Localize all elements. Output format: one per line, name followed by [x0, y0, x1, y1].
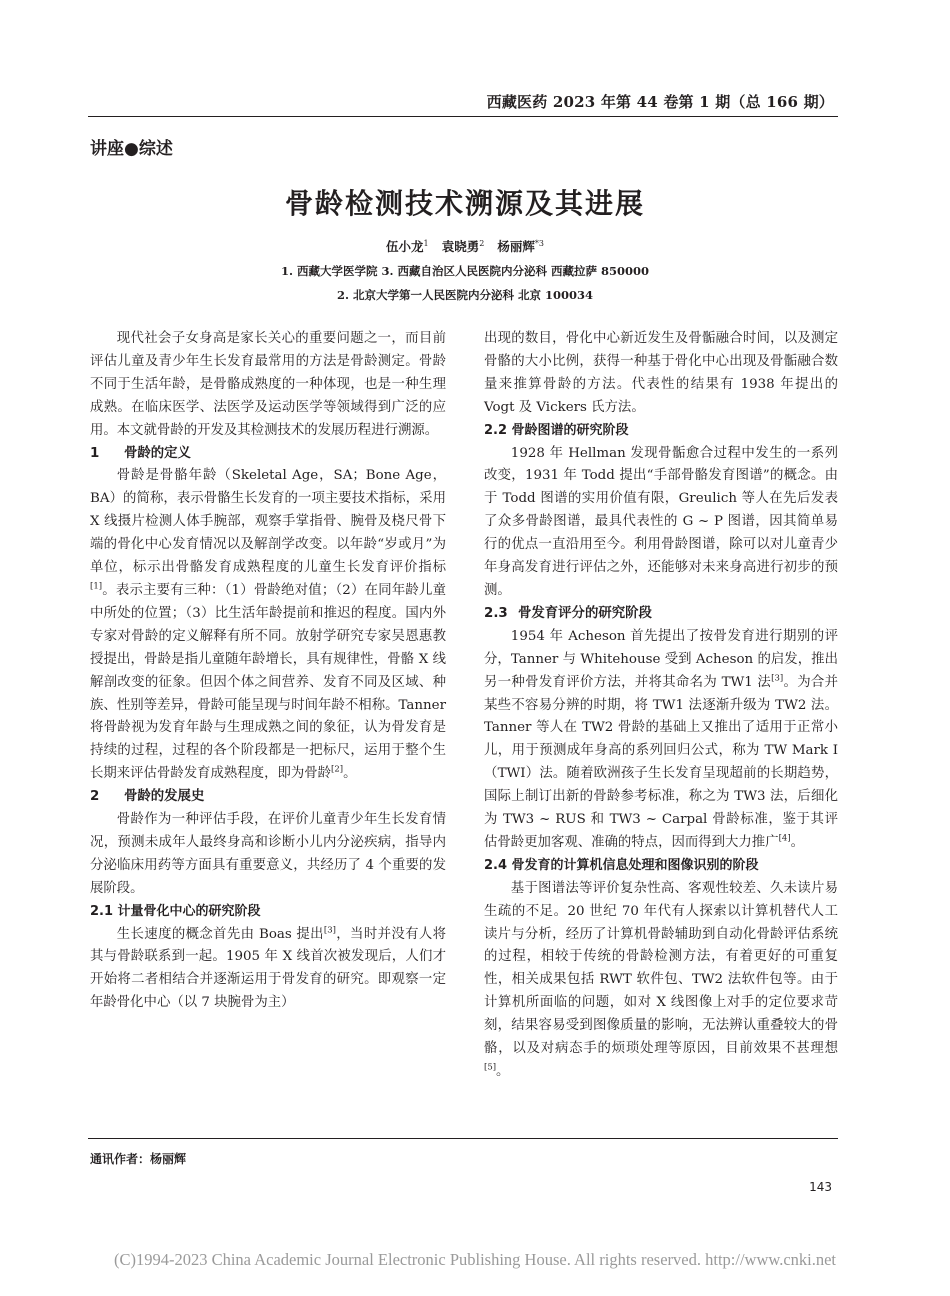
- citation: [1]: [90, 581, 103, 592]
- text-run: 。: [343, 766, 357, 782]
- section-heading-1: [90, 443, 446, 466]
- corresponding-name: 杨丽辉: [150, 1152, 187, 1166]
- right-column: [484, 328, 838, 1084]
- citation: [4]: [778, 833, 791, 844]
- subsection-heading-2-2: 2.2 骨龄图谱的研究阶段: [484, 422, 629, 438]
- text-run: 1954 年 Acheson 首先提出了按骨发育进行期别的评分，Tanner 与 Whitehouse 受到 Acheson 的启发，推出另一种骨发育评价方法，并将其命名为 TW1 法: [484, 628, 838, 690]
- section-title: 骨发育评分的研究阶段: [518, 605, 652, 621]
- citation: [3]: [771, 673, 784, 684]
- section-number: 2: [90, 789, 100, 805]
- continued-paragraph: 出现的数目，骨化中心新近发生及骨骺融合时间，以及测定骨骼的大小比例，获得一种基于骨化中心出现及骨骺融合数量来推算骨龄的方法。代表性的结果有 1938 年提出的 Vogt 及 Vickers 氏方法。: [484, 331, 838, 415]
- author-name: 袁晓勇: [441, 239, 480, 254]
- citation: [3]: [323, 925, 336, 936]
- page-number: 143: [809, 1180, 832, 1194]
- text-run: ，当时并没有人将其与骨龄联系到一起。1905 年 X 线首次被发现后，人们才开始将二者相结合并逐渐运用于骨发育的研究。即观察一定年龄骨化中心（以 7 块腕骨为主）: [90, 926, 446, 1011]
- journal-info: 西藏医药 2023 年第 44 卷第 1 期（总 166 期）: [486, 93, 834, 111]
- text-run: 骨龄是骨骼年龄（Skeletal Age，SA；Bone Age，BA）的简称，表示骨骼生长发育的一项主要技术指标，采用 X 线摄片检测人体手腕部，观察手掌指骨、腕骨及桡尺骨下端的骨化中心发育情况以及解剖学改变。以年龄“岁或月”为单位，标示出骨骼发育成熟程度的儿童生长发育评价指标: [90, 468, 446, 576]
- section-number: 2.3: [484, 605, 508, 621]
- text-run: 。为合并某些不容易分辨的时期，将 TW1 法逐渐升级为 TW2 法。Tanner 等人在 TW2 骨龄的基础上又推出了适用于正常小儿，用于预测成年身高的系列回归公式，称为 TW Mark I（TWI）法。随着欧洲孩子生长发育呈现超前的长期趋势，国际上制订出新的骨龄参考标准，称之为 TW3 法，后细化为 TW3 ~ RUS 和 TW3 ~ Carpal 骨龄标准，鉴于其评估骨龄更加客观、准确的特点，因而得到大力推广: [484, 674, 839, 850]
- history-paragraph: 骨龄作为一种评估手段，在评价儿童青少年生长发育情况，预测未成年人最终身高和诊断小儿内分泌疾病，指导内分泌临床用药等方面具有重要意义，共经历了 4 个重要的发展阶段。: [90, 812, 446, 896]
- section-number: 1: [90, 445, 100, 461]
- definition-paragraph: [90, 465, 446, 786]
- scoring-paragraph: [484, 626, 838, 855]
- text-run: 。表示主要有三种：（1）骨龄绝对值；（2）在同年龄儿童中所处的位置；（3）比生活年龄提前和推迟的程度。国内外专家对骨龄的定义解释有所不同。放射学研究专家吴恩惠教授提出，骨龄是指儿童随年龄增长，具有规律性，骨骼 X 线解剖改变的征象。但因个体之间营养、发育不同及区域、种族、性别等差异，骨龄可能呈现与时间年龄不相称。Tanner 将骨龄视为发育年龄与生理成熟之间的象征，认为骨发育是持续的过程，过程的各个阶段都是一把标尺，运用于整个生长期来评估骨龄发育成熟程度，即为骨龄: [90, 582, 446, 782]
- author-mark: *3: [534, 238, 544, 248]
- section-title: 骨龄的发展史: [124, 789, 205, 805]
- text-run: 生长速度的概念首先由 Boas 提出: [116, 926, 324, 942]
- author-name: 伍小龙: [386, 239, 424, 254]
- intro-paragraph: 现代社会子女身高是家长关心的重要问题之一，而目前评估儿童及青少年生长发育最常用的方法是骨龄测定。骨龄不同于生活年龄，是骨骼成熟度的一种体现，也是一种生理成熟。在临床医学、法医学及运动医学等领域得到广泛的应用。本文就骨龄的开发及其检测技术的发展历程进行溯源。: [90, 331, 446, 438]
- author-name: 杨丽辉: [497, 239, 535, 254]
- ossification-paragraph: [90, 924, 446, 1016]
- author-mark: 1: [423, 238, 429, 248]
- subsection-heading-2-3: [484, 603, 838, 626]
- corresponding-label: 通讯作者：: [90, 1152, 151, 1166]
- subsection-heading-2-4: 2.4 骨发育的计算机信息处理和图像识别的阶段: [484, 857, 759, 873]
- text-run: 。: [790, 834, 805, 850]
- left-column: [90, 328, 446, 1015]
- corresponding-author: [90, 1150, 186, 1167]
- section-tag: 讲座●综述: [90, 139, 173, 159]
- footer-rule: [88, 1138, 838, 1139]
- article-title: 骨龄检测技术溯源及其进展: [284, 187, 645, 220]
- section-title: 骨龄的定义: [124, 445, 191, 461]
- section-heading-2: [90, 786, 446, 809]
- text-run: 。: [496, 1064, 510, 1079]
- citation: [2]: [331, 764, 344, 775]
- author-list: [0, 237, 930, 255]
- atlas-paragraph: 1928 年 Hellman 发现骨骺愈合过程中发生的一系列改变，1931 年 Todd 提出“手部骨骼发育图谱”的概念。由于 Todd 图谱的实用价值有限，Greulich 等人在先后发表了众多骨龄图谱，最具代表性的 G ~ P 图谱，因其简单易行的优点一直沿用至今。利用骨龄图谱，除可以对儿童青少年身高发育进行评估之外，还能够对未来身高进行初步的预测。: [484, 445, 838, 598]
- affiliation-line: 1. 西藏大学医学院 3. 西藏自治区人民医院内分泌科 西藏拉萨 850000: [280, 264, 650, 278]
- author-mark: 2: [479, 238, 485, 248]
- header-rule: [88, 116, 838, 117]
- affiliation-line: 2. 北京大学第一人民医院内分泌科 北京 100034: [336, 288, 594, 302]
- computer-paragraph: [484, 878, 838, 1084]
- citation: [5]: [484, 1062, 497, 1073]
- text-run: 基于图谱法等评价复杂性高、客观性较差、久未读片易生疏的不足。20 世纪 70 年代有人探索以计算机替代人工读片与分析，经历了计算机骨龄辅助到自动化骨龄评估系统的过程，相较于传统的骨龄检测方法，有着更好的可重复性，相关成果包括 RWT 软件包、TW2 法软件包等。由于计算机所面临的问题，如对 X 线图像上对手的定位要求苛刻，结果容易受到图像质量的影响，无法辨认重叠较大的骨骼，以及对病态手的烦琐处理等原因，目前效果不甚理想: [484, 880, 838, 1057]
- copyright-watermark: (C)1994-2023 China Academic Journal Electronic Publishing House. All rights reserved. http://www.cnki.net: [113, 1250, 837, 1269]
- subsection-heading-2-1: 2.1 计量骨化中心的研究阶段: [90, 903, 261, 919]
